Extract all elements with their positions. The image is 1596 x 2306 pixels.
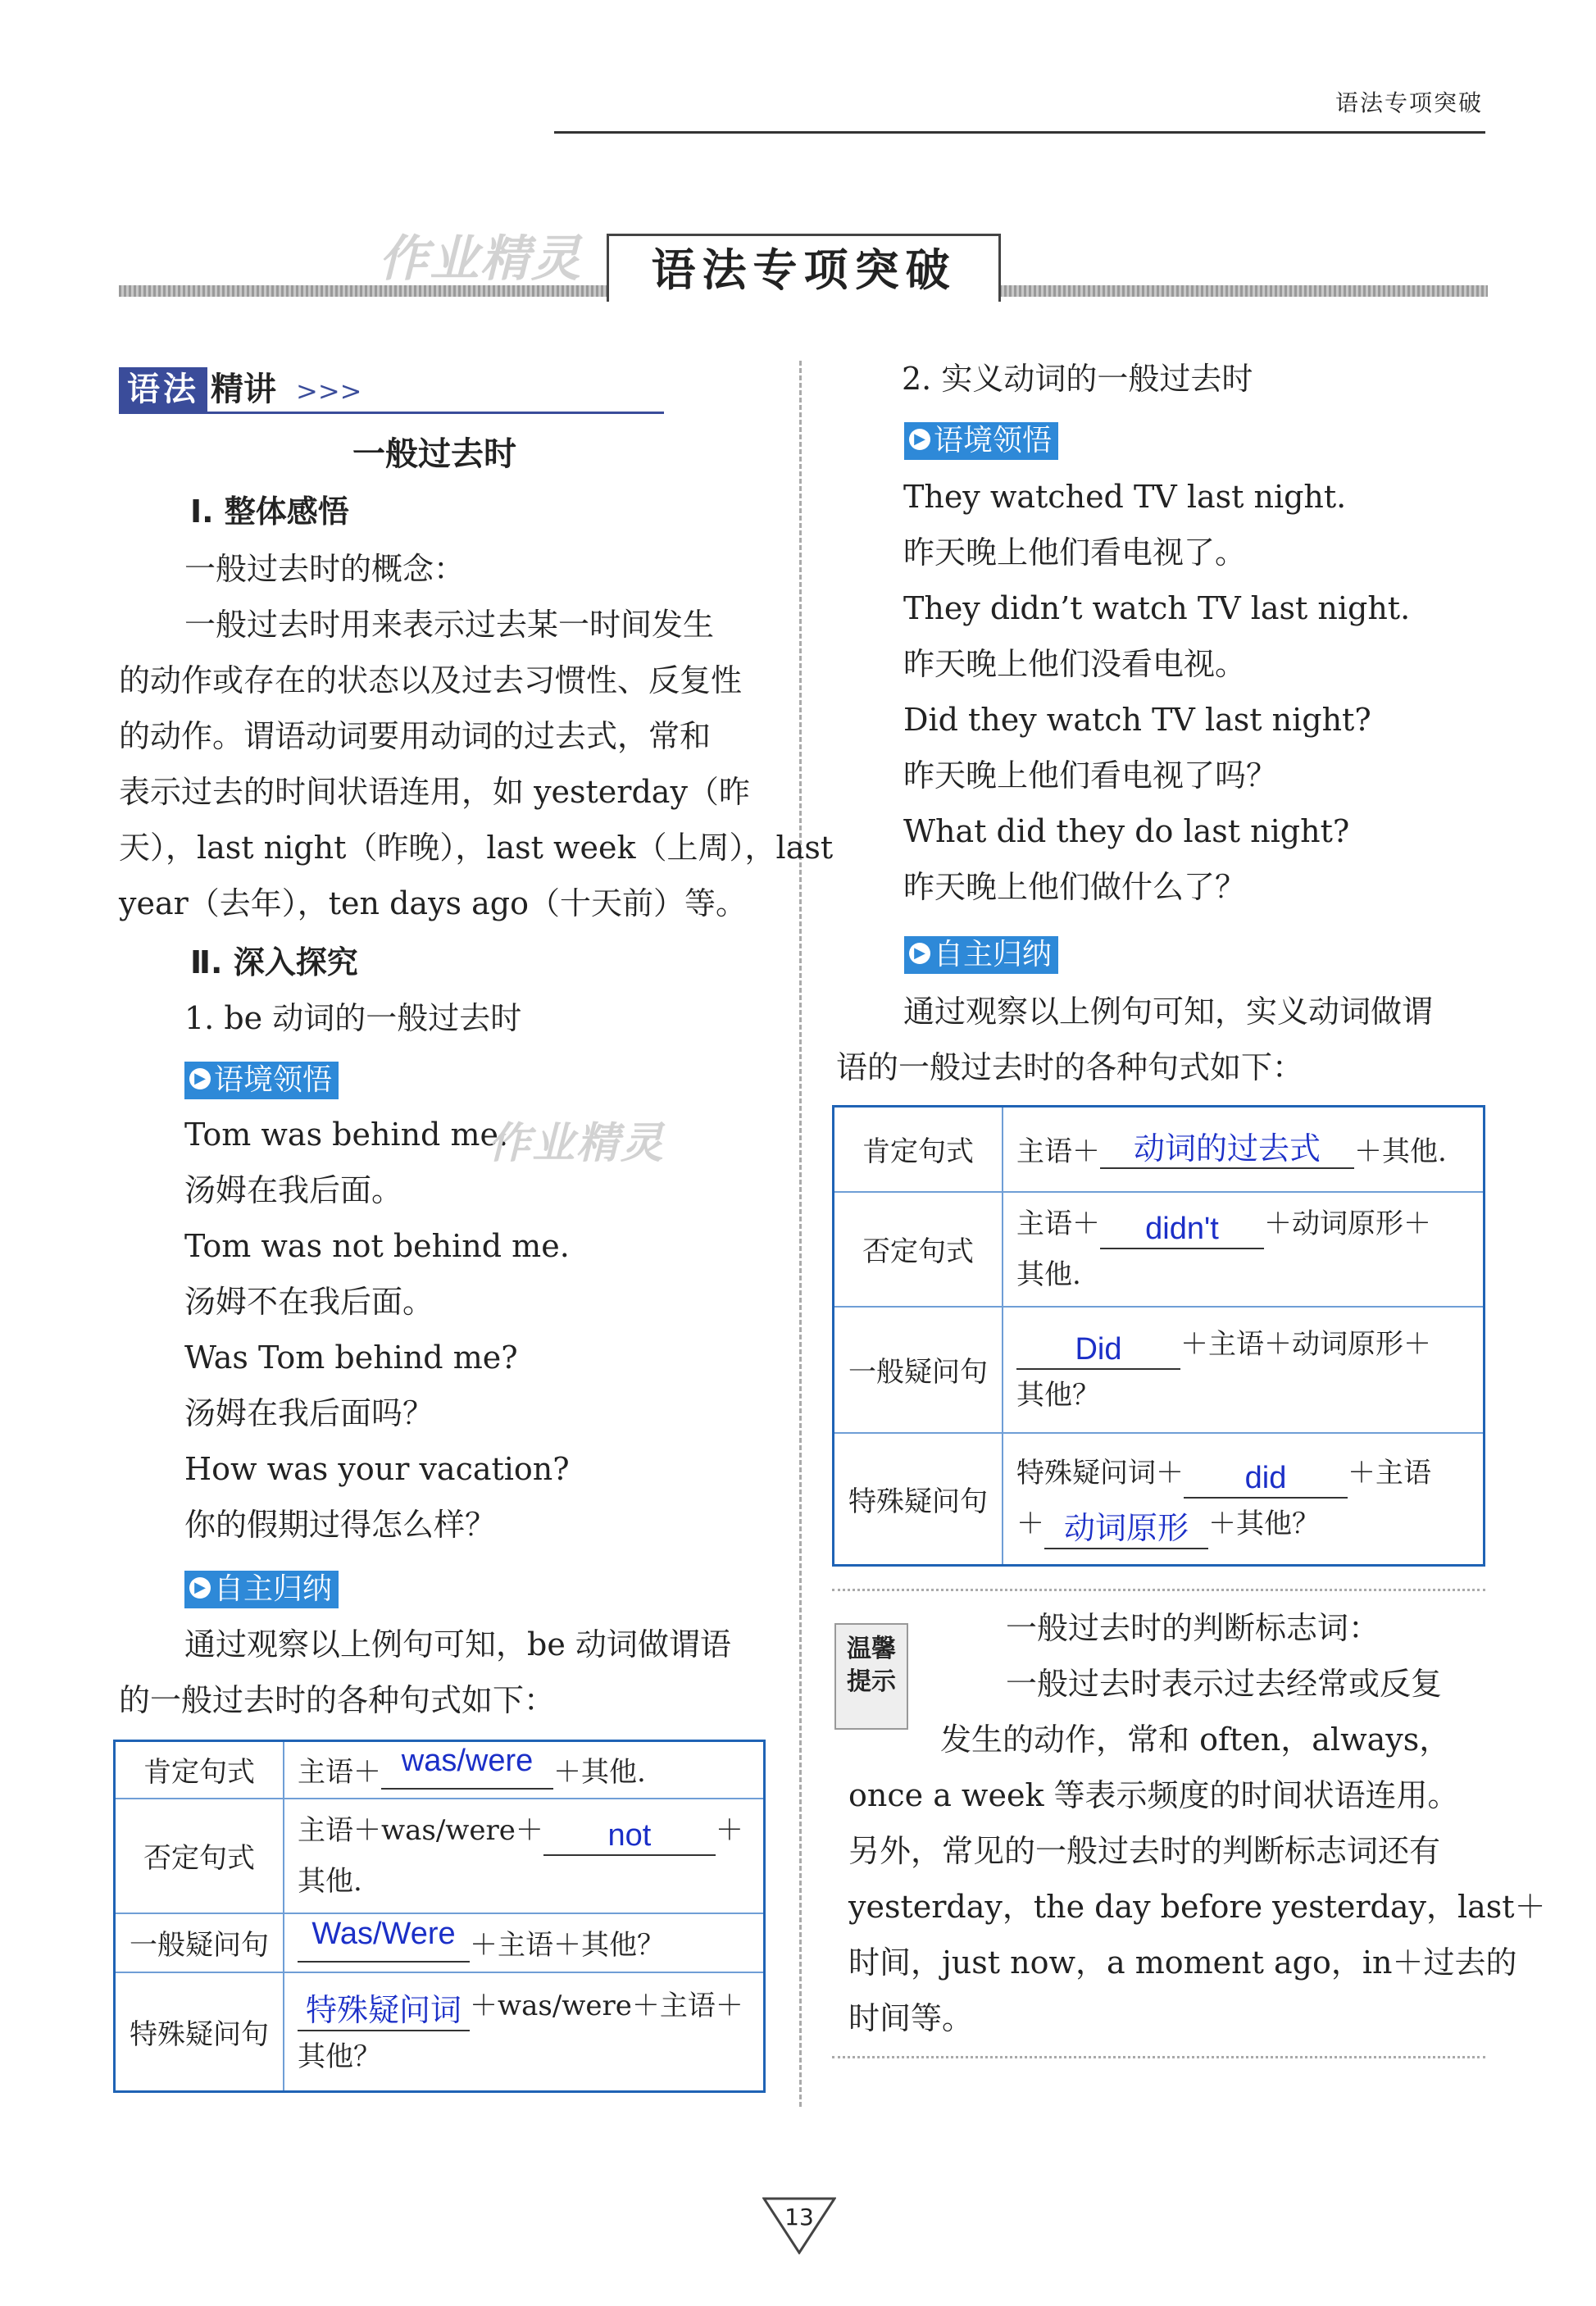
pattern-text: ＋主语＋其他？ bbox=[470, 1929, 665, 1962]
tag-label: 自主归纳 bbox=[934, 938, 1053, 971]
tip-line: once a week 等表示频度的时间状语连用。 bbox=[848, 1777, 1459, 1813]
pattern-text: 主语＋ bbox=[1016, 1207, 1100, 1240]
pattern-text: 特殊疑问词＋ bbox=[1016, 1457, 1184, 1490]
row-pattern bbox=[284, 1972, 765, 2092]
summary-line: 语的一般过去时的各种句式如下： bbox=[836, 1049, 1304, 1085]
pattern-text: ＋ bbox=[1016, 1508, 1044, 1541]
concept-line: year（去年），ten days ago（十天前）等。 bbox=[119, 885, 747, 921]
concept-line: 天），last night（昨晚），last week（上周），last bbox=[119, 830, 834, 866]
tip-line: 另外，常见的一般过去时的判断标志词还有 bbox=[848, 1833, 1441, 1869]
answer-blank bbox=[1016, 1331, 1180, 1370]
example-translation: 汤姆不在我后面。 bbox=[184, 1284, 434, 1320]
play-icon: ▶ bbox=[189, 1068, 211, 1089]
summary-paragraph-right bbox=[836, 984, 1433, 1095]
row-pattern bbox=[284, 1799, 765, 1913]
tag-label: 语境领悟 bbox=[934, 424, 1053, 457]
row-label: 肯定句式 bbox=[834, 1107, 1003, 1192]
row-label: 特殊疑问句 bbox=[834, 1433, 1003, 1566]
context-tag-left bbox=[184, 1062, 339, 1099]
answer-blank bbox=[298, 1917, 470, 1963]
row-label: 特殊疑问句 bbox=[115, 1972, 284, 2092]
filled-answer: not bbox=[607, 1817, 652, 1853]
answer-blank bbox=[1044, 1512, 1208, 1549]
example-translation: 汤姆在我后面吗？ bbox=[184, 1395, 434, 1431]
tip-line: yesterday，the day before yesterday，last＋ bbox=[848, 1889, 1546, 1925]
example-translation: 昨天晚上他们看电视了。 bbox=[903, 534, 1247, 571]
chevrons-icon: >>> bbox=[296, 375, 362, 407]
tip-paragraph bbox=[848, 1600, 1546, 2046]
summary-tag-right bbox=[904, 936, 1058, 974]
pattern-text: ＋其他. bbox=[1354, 1135, 1447, 1169]
pattern-text: 主语＋ bbox=[1016, 1135, 1100, 1169]
section-underline bbox=[119, 412, 664, 414]
example-sentence: How was your vacation? bbox=[184, 1451, 570, 1487]
filled-answer: didn't bbox=[1145, 1211, 1219, 1246]
tip-top-rule bbox=[832, 1589, 1485, 1591]
part-two-heading: Ⅱ. 深入探究 bbox=[190, 944, 358, 980]
table-row bbox=[834, 1107, 1485, 1192]
tip-line: 时间，just now，a moment ago，in＋过去的 bbox=[848, 1944, 1517, 1981]
topic-title: 一般过去时 bbox=[352, 435, 516, 473]
row-pattern bbox=[1003, 1107, 1485, 1192]
pattern-text: 主语＋ bbox=[298, 1756, 381, 1790]
pattern-text: 主语＋was/were＋ bbox=[298, 1813, 543, 1847]
row-pattern bbox=[284, 1741, 765, 1799]
summary-line: 通过观察以上例句可知，be 动词做谓语 bbox=[184, 1626, 731, 1662]
pattern-text: 其他？ bbox=[298, 2040, 381, 2074]
pattern-text: ＋主语 bbox=[1348, 1457, 1431, 1490]
answer-blank bbox=[1100, 1132, 1354, 1169]
summary-tag-left bbox=[184, 1571, 339, 1608]
pattern-text: 其他？ bbox=[1016, 1378, 1100, 1412]
table-row bbox=[115, 1913, 765, 1972]
watermark-logo: 作业精灵 bbox=[488, 1119, 666, 1168]
answer-blank bbox=[1100, 1211, 1264, 1249]
action-verb-pattern-table bbox=[832, 1105, 1485, 1567]
example-list-left bbox=[184, 1107, 570, 1553]
concept-title: 一般过去时的概念： bbox=[184, 551, 466, 587]
answer-blank bbox=[381, 1744, 553, 1790]
example-sentence: Tom was not behind me. bbox=[184, 1228, 570, 1264]
row-pattern bbox=[1003, 1433, 1485, 1566]
concept-line: 一般过去时用来表示过去某一时间发生 bbox=[184, 607, 715, 643]
tip-label-line: 提示 bbox=[847, 1667, 896, 1696]
table-row bbox=[834, 1307, 1485, 1433]
summary-line: 的一般过去时的各种句式如下： bbox=[119, 1682, 556, 1718]
context-tag-right bbox=[904, 422, 1058, 460]
tip-bottom-rule bbox=[832, 2056, 1485, 2058]
page-number: 13 bbox=[784, 2204, 814, 2231]
row-pattern bbox=[284, 1913, 765, 1972]
example-translation: 昨天晚上他们没看电视。 bbox=[903, 646, 1247, 682]
column-divider bbox=[799, 361, 802, 2107]
example-translation: 你的假期过得怎么样？ bbox=[184, 1507, 497, 1543]
summary-line: 通过观察以上例句可知，实义动词做谓 bbox=[903, 994, 1434, 1030]
filled-answer: Was/Were bbox=[311, 1917, 456, 1951]
example-sentence: They didn’t watch TV last night. bbox=[903, 590, 1411, 626]
tip-label-line: 温馨 bbox=[847, 1635, 896, 1663]
tip-line: 一般过去时表示过去经常或反复 bbox=[1006, 1666, 1443, 1702]
row-label: 否定句式 bbox=[115, 1799, 284, 1913]
page-number-badge bbox=[762, 2197, 836, 2254]
header-rule bbox=[554, 131, 1485, 134]
example-translation: 昨天晚上他们看电视了吗？ bbox=[903, 757, 1278, 794]
row-pattern bbox=[1003, 1192, 1485, 1307]
table-row bbox=[834, 1433, 1485, 1566]
example-translation: 汤姆在我后面。 bbox=[184, 1172, 403, 1208]
answer-blank bbox=[543, 1817, 716, 1856]
pattern-text: 其他. bbox=[1016, 1258, 1081, 1291]
tip-line: 发生的动作，常和 often，always， bbox=[940, 1722, 1451, 1758]
concept-line: 的动作或存在的状态以及过去习惯性、反复性 bbox=[119, 662, 743, 698]
answer-blank bbox=[1184, 1461, 1348, 1499]
row-label: 一般疑问句 bbox=[115, 1913, 284, 1972]
chapter-title: 语法专项突破 bbox=[607, 234, 1001, 302]
section-heading-block: 语法 bbox=[119, 367, 207, 412]
summary-paragraph-left bbox=[119, 1617, 731, 1728]
pattern-text: 其他. bbox=[298, 1864, 362, 1898]
example-translation: 昨天晚上他们做什么了？ bbox=[903, 869, 1247, 905]
pattern-text: ＋was/were＋主语＋ bbox=[470, 1990, 743, 2023]
part-one-heading: Ⅰ. 整体感悟 bbox=[190, 493, 349, 530]
example-sentence: What did they do last night? bbox=[903, 813, 1350, 849]
play-icon: ▶ bbox=[189, 1577, 211, 1599]
pattern-text: ＋其他？ bbox=[1208, 1508, 1320, 1541]
subsection-two-heading: 2. 实义动词的一般过去时 bbox=[902, 361, 1253, 397]
filled-answer: did bbox=[1244, 1461, 1287, 1496]
play-icon: ▶ bbox=[909, 943, 930, 964]
row-pattern bbox=[1003, 1307, 1485, 1433]
filled-answer: was/were bbox=[401, 1744, 534, 1779]
filled-answer: 动词原形 bbox=[1063, 1512, 1189, 1547]
filled-answer: Did bbox=[1075, 1331, 1122, 1367]
table-row bbox=[115, 1799, 765, 1913]
table-row bbox=[115, 1972, 765, 2092]
tag-label: 自主归纳 bbox=[214, 1572, 333, 1606]
example-sentence: Tom was behind me. bbox=[184, 1117, 509, 1153]
table-row bbox=[115, 1741, 765, 1799]
section-heading bbox=[119, 367, 361, 412]
play-icon: ▶ bbox=[909, 429, 930, 450]
tip-line: 时间等。 bbox=[848, 2000, 974, 2036]
watermark-logo: 作业精灵 bbox=[379, 230, 582, 288]
concept-line: 表示过去的时间状语连用，如 yesterday（昨 bbox=[119, 774, 750, 810]
row-label: 一般疑问句 bbox=[834, 1307, 1003, 1433]
tag-label: 语境领悟 bbox=[214, 1063, 333, 1097]
running-header-title: 语法专项突破 bbox=[1335, 89, 1483, 116]
pattern-text: ＋其他. bbox=[553, 1756, 646, 1790]
example-sentence: Did they watch TV last night? bbox=[903, 702, 1371, 738]
subsection-one-heading: 1. be 动词的一般过去时 bbox=[184, 1000, 522, 1036]
filled-answer: 动词的过去式 bbox=[1133, 1132, 1321, 1167]
row-label: 肯定句式 bbox=[115, 1741, 284, 1799]
concept-line: 的动作。谓语动词要用动词的过去式，常和 bbox=[119, 718, 712, 754]
tip-line: 一般过去时的判断标志词： bbox=[1006, 1610, 1380, 1646]
pattern-text: ＋ bbox=[715, 1813, 743, 1847]
concept-paragraph bbox=[119, 597, 834, 931]
answer-blank bbox=[298, 1994, 470, 2031]
section-heading-rest: 精讲 bbox=[211, 371, 276, 408]
example-sentence: Was Tom behind me? bbox=[184, 1339, 518, 1376]
pattern-text: ＋主语＋动词原形＋ bbox=[1180, 1327, 1431, 1361]
row-label: 否定句式 bbox=[834, 1192, 1003, 1307]
filled-answer: 特殊疑问词 bbox=[305, 1994, 462, 2029]
example-sentence: They watched TV last night. bbox=[903, 479, 1347, 515]
be-verb-pattern-table bbox=[113, 1740, 766, 2093]
pattern-text: ＋动词原形＋ bbox=[1264, 1207, 1431, 1240]
table-row bbox=[834, 1192, 1485, 1307]
example-list-right bbox=[903, 469, 1410, 915]
